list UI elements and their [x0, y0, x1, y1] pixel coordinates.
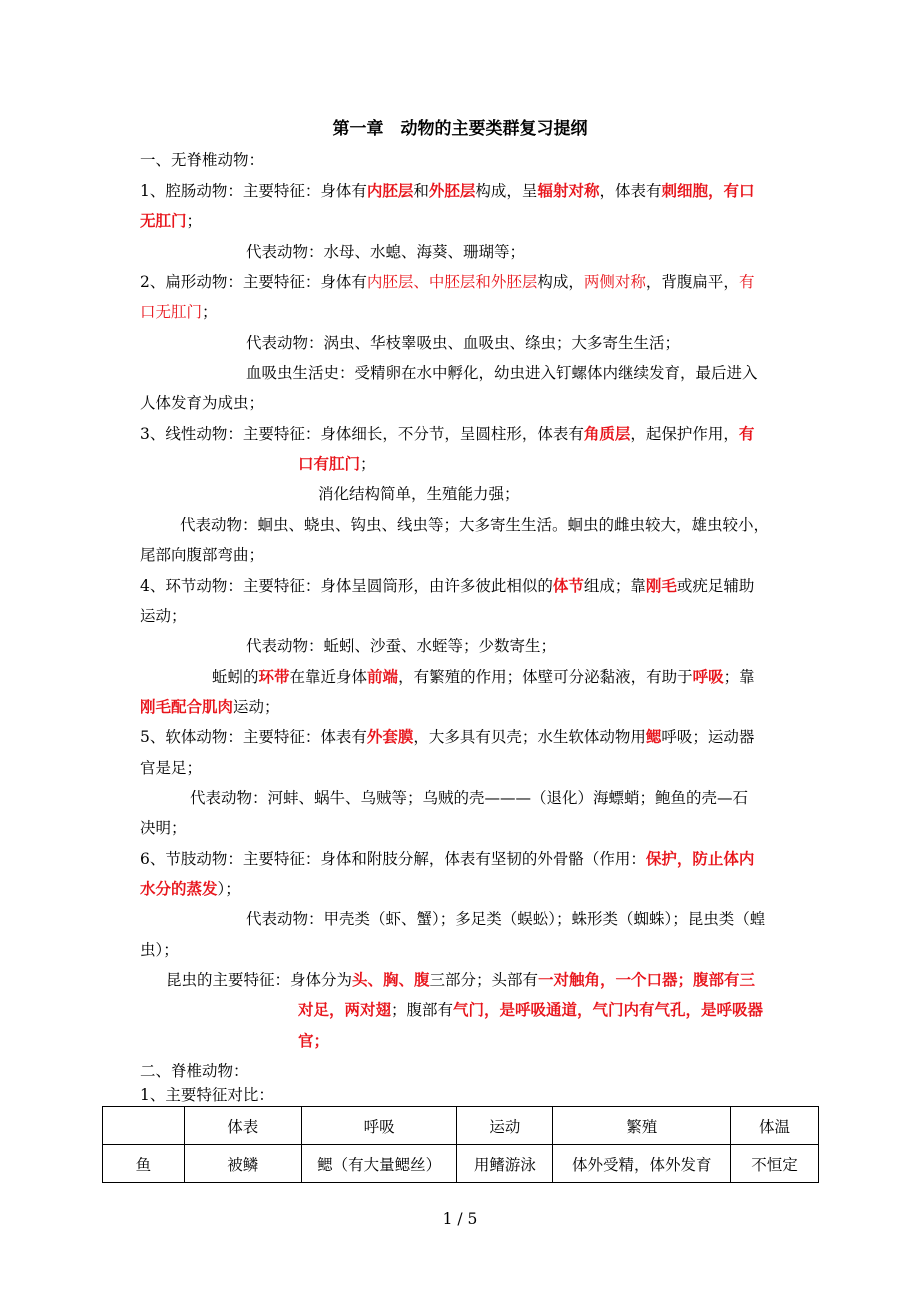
text-line: 5、软体动物：主要特征：体表有外套膜，大多具有贝壳；水生软体动物用鳃呼吸；运动器	[140, 727, 755, 746]
text-line: 1、腔肠动物：主要特征：身体有内胚层和外胚层构成，呈辐射对称，体表有刺细胞，有口	[140, 181, 755, 200]
page-title: 第一章 动物的主要类群复习提纲	[332, 119, 588, 139]
text-line: 口无肛门；	[140, 303, 218, 321]
table-header-cell: 体表	[184, 1107, 301, 1145]
text-line: 代表动物：河蚌、蜗牛、乌贼等；乌贼的壳———（退化）海螵蛸；鲍鱼的壳—石	[190, 789, 749, 807]
text-line: 1、主要特征对比：	[140, 1086, 274, 1104]
text-line: 代表动物：水母、水螅、海葵、珊瑚等；	[246, 243, 526, 261]
table-header-row	[103, 1107, 819, 1145]
table-cell: 被鳞	[184, 1145, 301, 1183]
table-header-cell: 繁殖	[553, 1107, 731, 1145]
table-cell: 鳃（有大量鳃丝）	[301, 1145, 457, 1183]
text-line: 口有肛门；	[298, 454, 376, 473]
section-invertebrates: 一、无脊椎动物：	[140, 151, 265, 169]
text-line: 6、节肢动物：主要特征：身体和附肢分解，体表有坚韧的外骨骼（作用：保护，防止体内	[140, 849, 755, 868]
table-header-cell: 体温	[731, 1107, 819, 1145]
text-line: 人体发育为成虫；	[140, 394, 265, 412]
text-line: 无肛门；	[140, 211, 203, 230]
table-cell: 鱼	[103, 1145, 185, 1183]
text-line: 蚯蚓的环带在靠近身体前端，有繁殖的作用；体壁可分泌黏液，有助于呼吸；靠	[212, 667, 755, 686]
text-line: 官是足；	[140, 759, 203, 777]
text-line: 尾部向腹部弯曲；	[140, 546, 265, 564]
text-line: 运动；	[140, 607, 187, 625]
table-header-cell	[103, 1107, 185, 1145]
text-line: 血吸虫生活史：受精卵在水中孵化，幼虫进入钉螺体内继续发育，最后进入	[246, 364, 758, 382]
text-line: 代表动物：蛔虫、蛲虫、钩虫、线虫等；大多寄生生活。蛔虫的雌虫较大，雄虫较小，	[180, 516, 770, 534]
table-cell: 用鳍游泳	[457, 1145, 553, 1183]
text-line: 昆虫的主要特征：身体分为头、胸、腹三部分；头部有一对触角，一个口器；腹部有三	[166, 970, 756, 989]
table-header-cell: 呼吸	[301, 1107, 457, 1145]
text-line: 水分的蒸发）；	[140, 879, 241, 898]
text-line: 3、线性动物：主要特征：身体细长，不分节，呈圆柱形，体表有角质层，起保护作用，有	[140, 424, 755, 443]
text-line: 4、环节动物：主要特征：身体呈圆筒形，由许多彼此相似的体节组成；靠刚毛或疣足辅助	[140, 576, 755, 595]
text-line: 官；	[298, 1031, 330, 1050]
text-line: 代表动物：涡虫、华枝睾吸虫、血吸虫、绦虫；大多寄生生活；	[246, 334, 681, 352]
comparison-table	[102, 1106, 819, 1183]
table-header-cell: 运动	[457, 1107, 553, 1145]
text-line: 2、扁形动物：主要特征：身体有内胚层、中胚层和外胚层构成，两侧对称，背腹扁平，有	[140, 273, 755, 291]
section-vertebrates: 二、脊椎动物：	[140, 1062, 249, 1080]
text-line: 消化结构简单，生殖能力强；	[318, 485, 520, 503]
text-line: 虫）；	[140, 941, 179, 959]
text-line: 代表动物：甲壳类（虾、蟹）；多足类（蜈蚣）；蛛形类（蜘蛛）；昆虫类（蝗	[246, 910, 766, 928]
text-line: 对足，两对翅；腹部有气门，是呼吸通道，气门内有气孔，是呼吸器	[298, 1000, 764, 1019]
table-row	[103, 1145, 819, 1183]
table-cell: 体外受精，体外发育	[553, 1145, 731, 1183]
text-line: 决明；	[140, 819, 187, 837]
page-number: 1 / 5	[442, 1210, 478, 1228]
text-line: 刚毛配合肌肉运动；	[140, 697, 280, 716]
text-line: 代表动物：蚯蚓、沙蚕、水蛭等；少数寄生；	[246, 637, 557, 655]
table-cell: 不恒定	[731, 1145, 819, 1183]
